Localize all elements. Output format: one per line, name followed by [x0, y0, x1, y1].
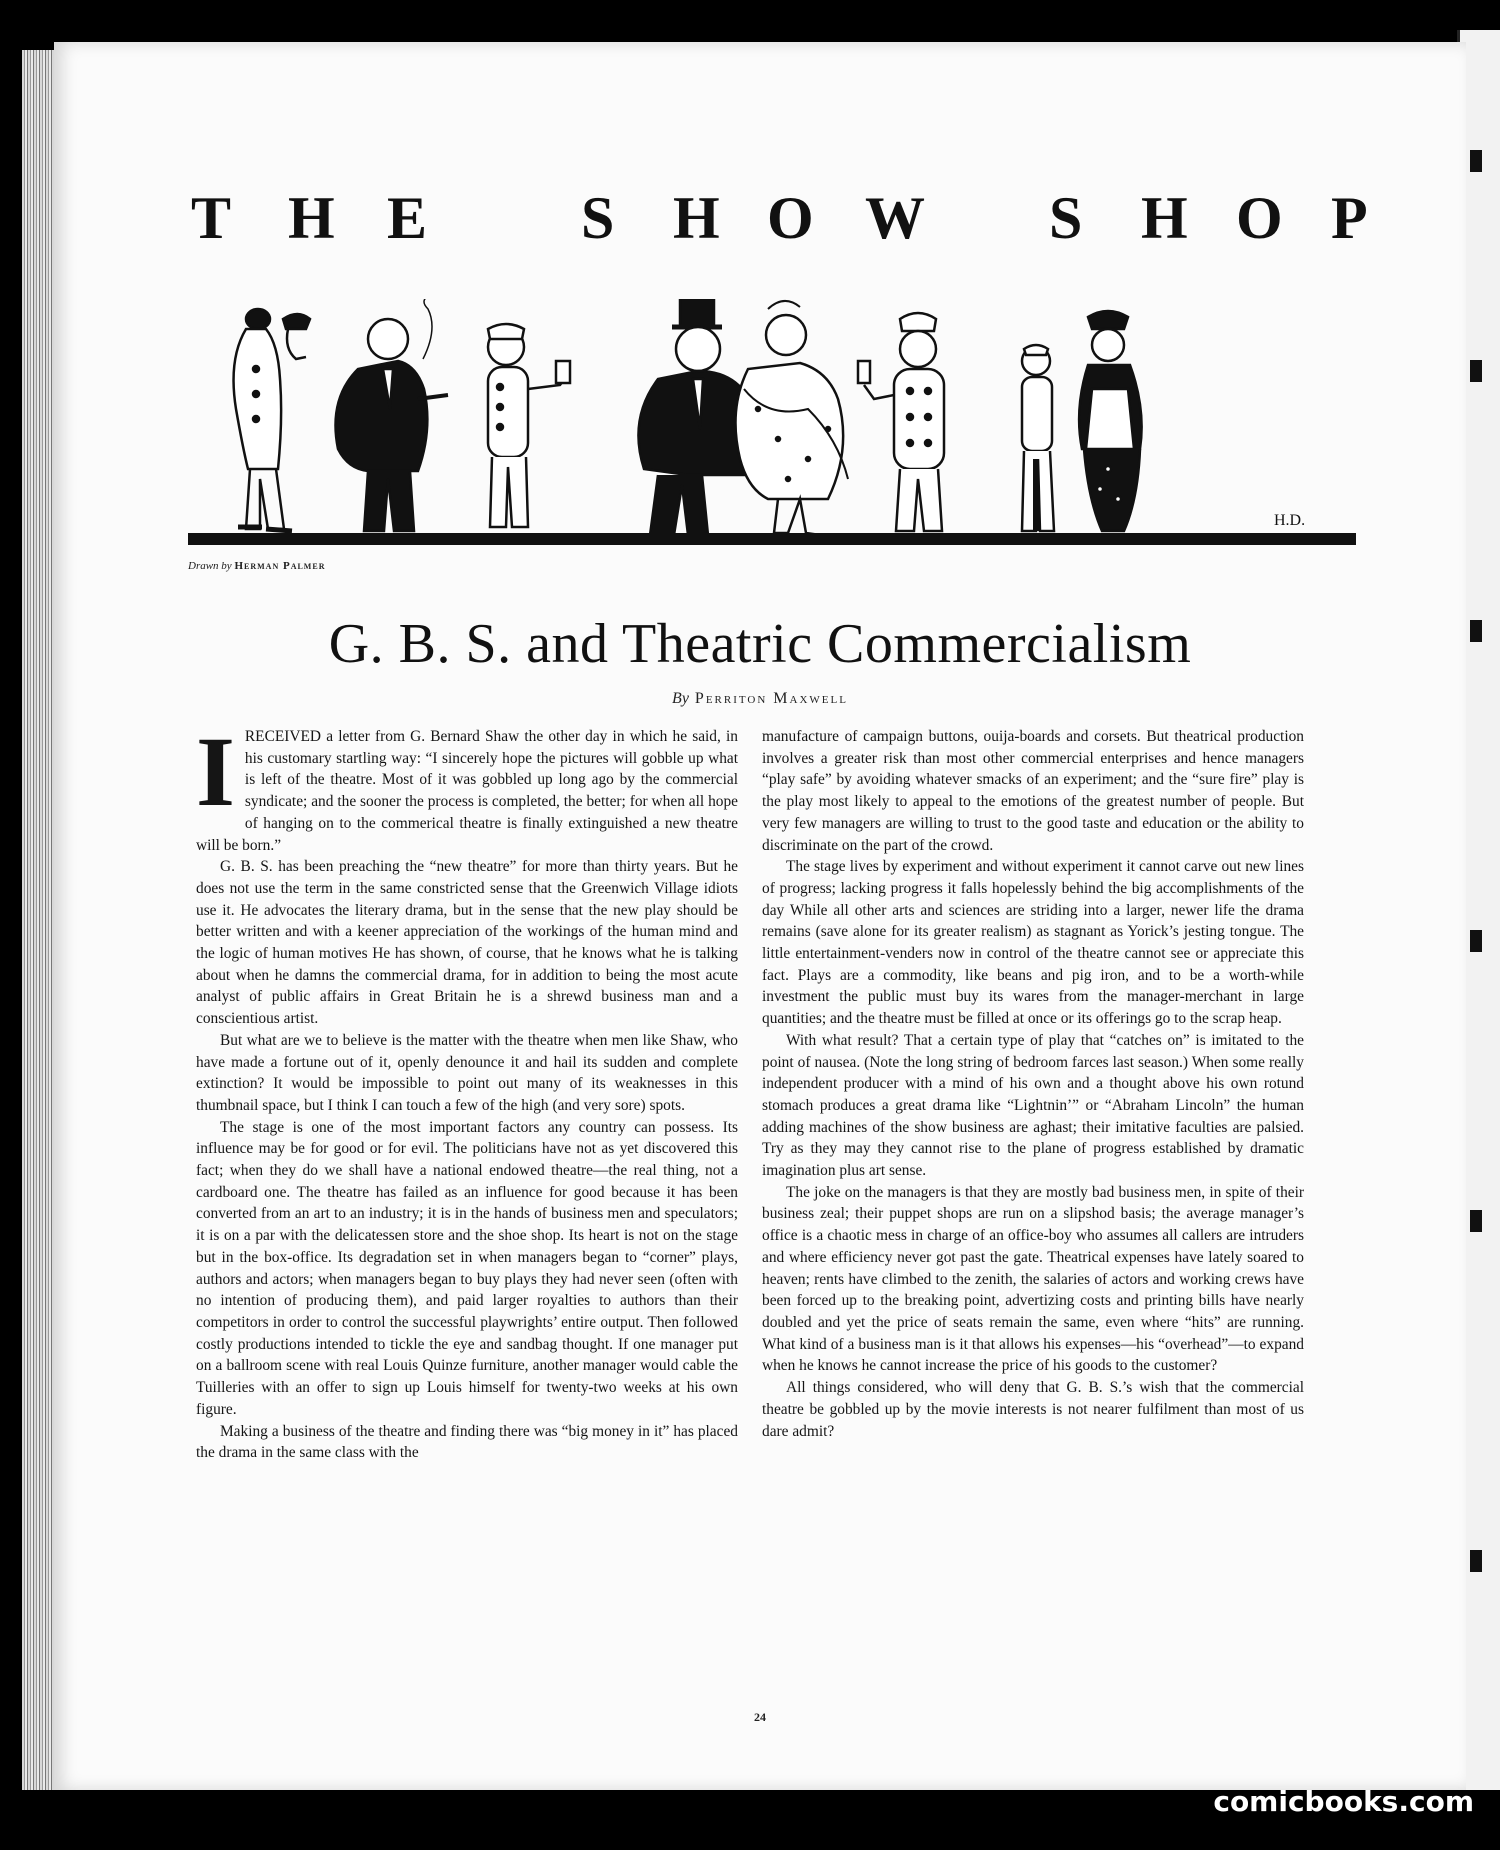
article-column-right [762, 726, 1304, 1442]
site-watermark: comicbooks.com [1213, 1785, 1474, 1818]
masthead-title [191, 184, 1391, 276]
paragraph: RECEIVED a letter from G. Bernard Shaw the other day in which he said, in his customary startling way: “I sincerely hope the pictures will gobble up what is left of the theatre. Most of it was gobbled up long ago by the commercial syndicate; and the sooner the process is completed, the better; for when all hope of hanging on to the commerical theatre is finally extinguished a new theatre will be born.” [196, 728, 738, 854]
figure-page-boy [1022, 345, 1054, 531]
illustration-credit [188, 560, 325, 572]
masthead-letter: H [673, 185, 720, 251]
paragraph: With what result? That a certain type of play that “catches on” is imitated to the point of nausea. (Note the long string of bedroom farces last season.) When some really independent producer with a mind of his own and a thought above his own rotund stomach produces a great drama like “Lightnin’” or “Abraham Lincoln” the human adding machines of the show business are aghast; their imitative faculties are palsied. Try as they may they cannot rise to the plane of progress established by dramatic imagination plus art sense. [762, 1031, 1304, 1180]
paragraph: Making a business of the theatre and finding there was “big money in it” has placed the drama in the same class with the [196, 1422, 738, 1462]
masthead-letter: S [1049, 185, 1083, 251]
masthead-letter: O [1236, 185, 1283, 251]
paragraph: G. B. S. has been preaching the “new theatre” for more than thirty years. But he does not use the term in the same constricted sense that the Greenwich Village idiots use it. He advocates the literary drama, but in the sense that the new play should be better written and with a keener appreciation of the workings of the human mind and the logic of human motives He has shown, of course, that he knows what he is talking about when he damns the commercial drama, for in addition to being the most acute analyst of public affairs in Great Britain he is a shrewd business man and a conscientious artist. [196, 858, 738, 1028]
masthead-letter: E [387, 185, 428, 251]
illustration-signature: H.D. [1274, 512, 1306, 529]
illustration-ground-rule [188, 533, 1356, 545]
masthead-letter: P [1331, 185, 1368, 251]
page-number: 24 [754, 1710, 766, 1724]
masthead-letter: H [288, 185, 335, 251]
paragraph: manufacture of campaign buttons, ouija-boards and corsets. But theatrical production involves a greater risk than most other commercial enterprises and hence managers “play safe” by avoiding whatever smacks of an experiment; and the “sure fire” play is the play most likely to appeal to the emotions of the greatest number of people. But very few managers are willing to trust to the good taste and education or the ability to discriminate on the part of the crowd. [762, 728, 1304, 854]
drop-cap: I [196, 716, 235, 827]
paragraph: But what are we to believe is the matter with the theatre when men like Shaw, who have made a fortune out of it, openly denounce it and hail its sudden and complete extinction? It would be impossible to point out many of its weaknesses in this thumbnail space, but I think I can touch a few of the high (and very sore) spots. [196, 1031, 738, 1114]
paragraph: The stage lives by experiment and without experiment it cannot carve out new lines of progress; lacking progress it falls hopelessly behind the big accomplishments of the day While all other arts and sciences are striding into a larger, newer life the drama remains (save alone for its greater realism) as stagnant as Yorick’s jesting tongue. The little entertainment-venders now in control of the theatre cannot see or appreciate this fact. Plays are a commodity, like beans and pig iron, and to be a worth-while investment the public must buy its wares from the manager-merchant in large quantities; and the theatre must be filled at once or its offerings go to the scrap heap. [762, 858, 1304, 1028]
credit-name: Herman Palmer [234, 560, 326, 572]
paragraph: All things considered, who will deny that G. B. S.’s wish that the commercial theatre be gobbled up by the movie interests is not nearer fulfilment than most of us dare admit? [762, 1379, 1304, 1440]
figure-doorman-bowing [234, 309, 310, 531]
cartoon-illustration [188, 299, 1356, 543]
paragraph: The stage is one of the most important factors any country can possess. Its influence may be for good or for evil. The politicians have not as yet discovered this fact; when they do we shall have a national endowed theatre—the real thing, not a cardboard one. The theatre has failed as an influence for good because it has been converted from an art to an industry; it is in the hands of business men and speculators; it is on a par with the delicatessen store and the shoe shop. Its heart is not on the stage but in the box-office. Its degradation set in when managers began to “corner” plays, authors and actors; when managers began to buy plays they had never seen (often with no intention of producing them), and paid larger royalties to authors than their competitors in order to control the successful playwrights’ entire output. Then followed costly productions intended to tickle the eye and sandbag thought. If one manager put on a ballroom scene with real Louis Quinze furniture, another manager would cable the Tuilleries with an offer to sign up Louis himself for twenty-two weeks at his own figure. [196, 1118, 738, 1418]
magazine-page [54, 42, 1466, 1790]
masthead-letter: O [767, 185, 814, 251]
byline-prefix: By [672, 690, 689, 707]
masthead-letter: H [1141, 185, 1188, 251]
figure-society-lady [736, 301, 849, 535]
article-column-left [196, 716, 738, 1464]
masthead-letter: W [865, 185, 925, 251]
paragraph: The joke on the managers is that they are mostly bad business men, in spite of their business zeal; their puppet shops are run on a slipshod basis; the average manager’s office is a chaotic mess in charge of an office-boy who assumes all callers are intruders and where efficiency never got past the gate. Theatrical expenses have lately soared to heaven; rents have climbed to the zenith, the salaries of actors and working crews have been forced up to the breaking point, advertizing costs and printing bills have nearly doubled and yet the price of seats remain the same, even where “hits” are running. What kind of a business man is it that allows his expenses—his “overhead”—to expand when he knows he cannot increase the price of his goods to the customer? [762, 1183, 1304, 1375]
masthead-letter: S [581, 185, 615, 251]
figure-man-smoking [336, 299, 449, 531]
article-title: G. B. S. and Theatric Commercialism [328, 613, 1192, 675]
credit-prefix: Drawn by [188, 560, 232, 572]
byline-author: Perriton Maxwell [694, 690, 848, 707]
figure-admiral-doorman [858, 313, 944, 531]
masthead-letter: T [191, 185, 232, 251]
figure-bellboy [488, 324, 570, 527]
figure-maid [1079, 311, 1142, 531]
article-byline [54, 690, 1466, 708]
